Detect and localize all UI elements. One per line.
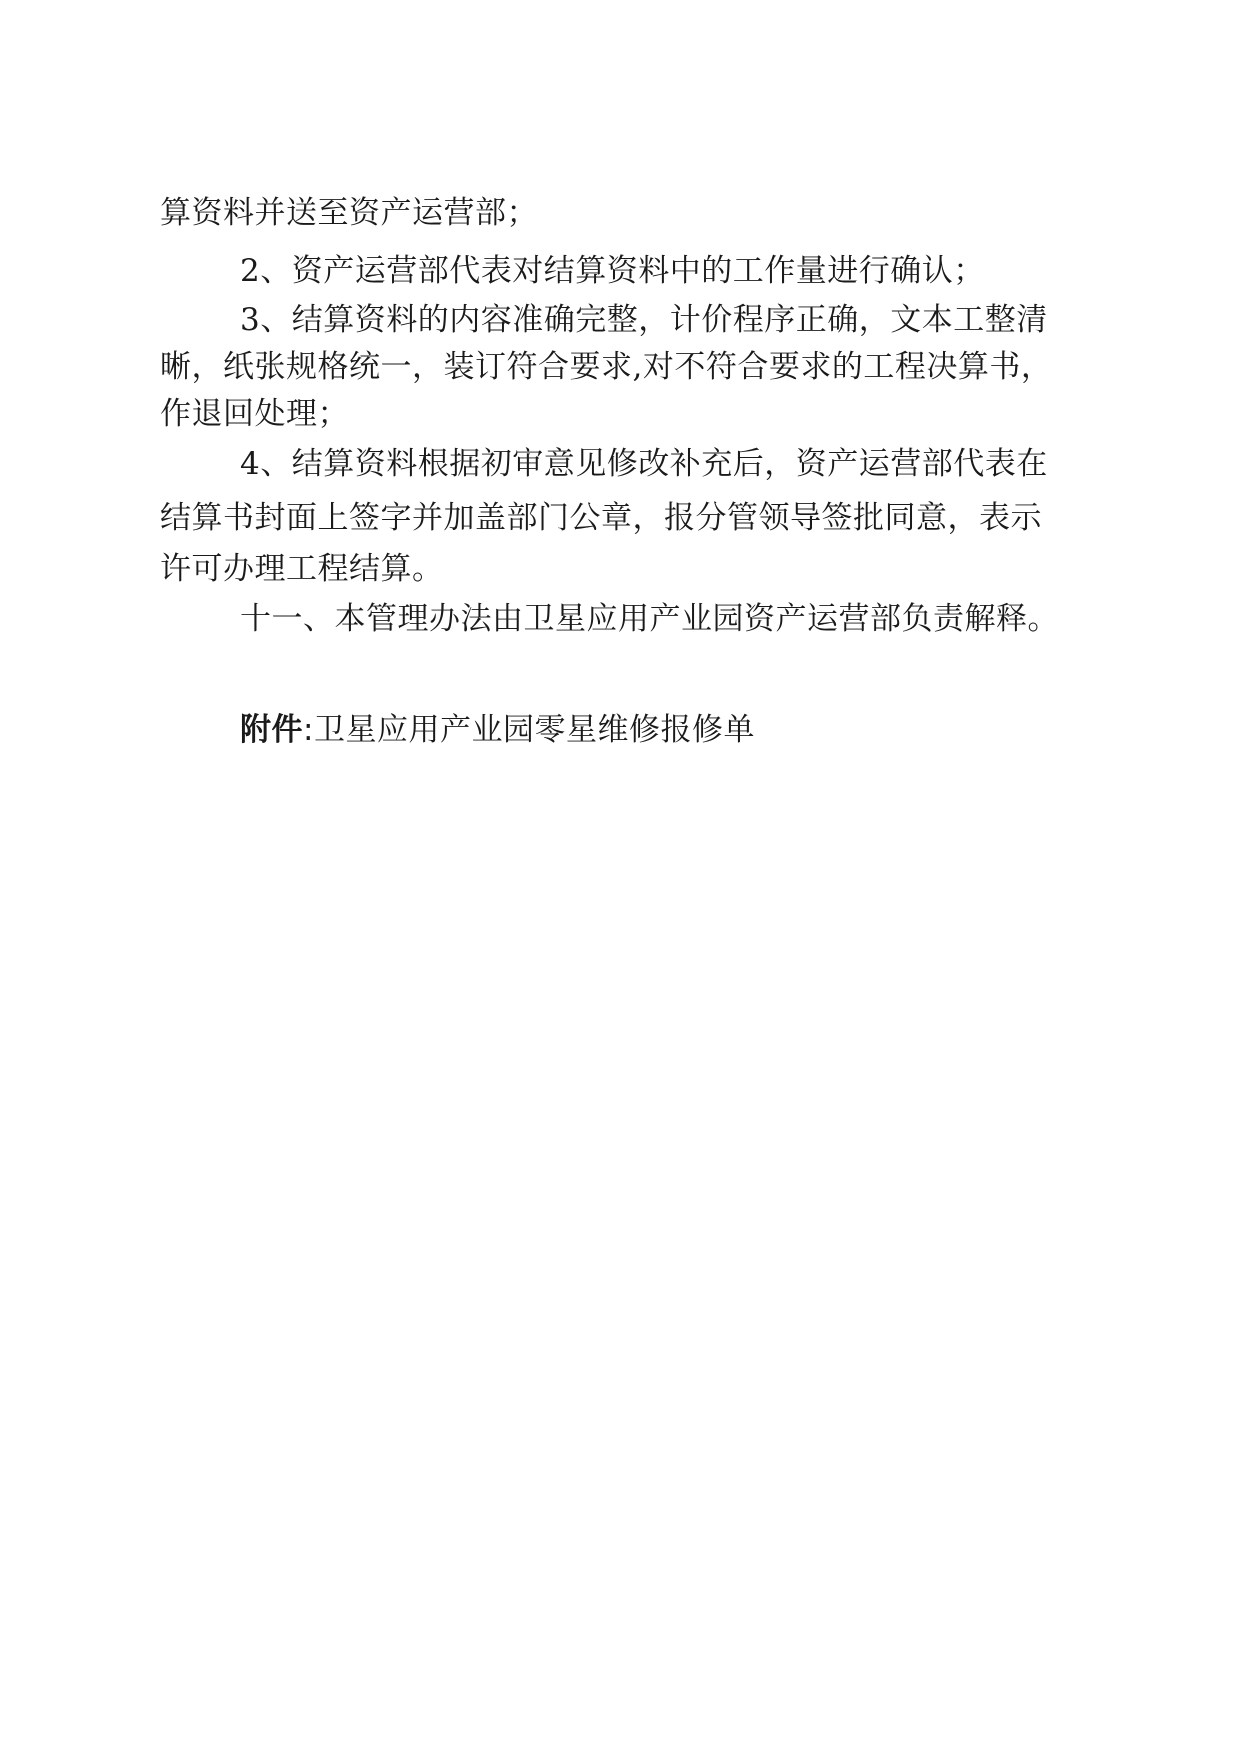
paragraph-line: 算资料并送至资产运营部；: [160, 195, 538, 231]
attachment-label: 附件: [240, 712, 303, 748]
attachment-line: [240, 710, 755, 750]
paragraph-line: 许可办理工程结算。: [160, 551, 444, 587]
paragraph-line: 3、结算资料的内容准确完整，计价程序正确，文本工整清: [240, 302, 1048, 338]
paragraph-line: 结算书封面上签字并加盖部门公章，报分管领导签批同意，表示: [160, 500, 1042, 536]
paragraph-line: 晰，纸张规格统一，装订符合要求,对不符合要求的工程决算书，: [160, 349, 1053, 385]
paragraph-line: 十一、本管理办法由卫星应用产业园资产运营部负责解释。: [240, 601, 1059, 637]
attachment-title: 卫星应用产业园零星维修报修单: [313, 712, 755, 748]
attachment-separator: :: [303, 712, 314, 748]
paragraph-line: 2、资产运营部代表对结算资料中的工作量进行确认；: [240, 253, 985, 289]
paragraph-line: 作退回处理；: [160, 396, 349, 432]
paragraph-line: 4、结算资料根据初审意见修改补充后，资产运营部代表在: [240, 446, 1048, 482]
